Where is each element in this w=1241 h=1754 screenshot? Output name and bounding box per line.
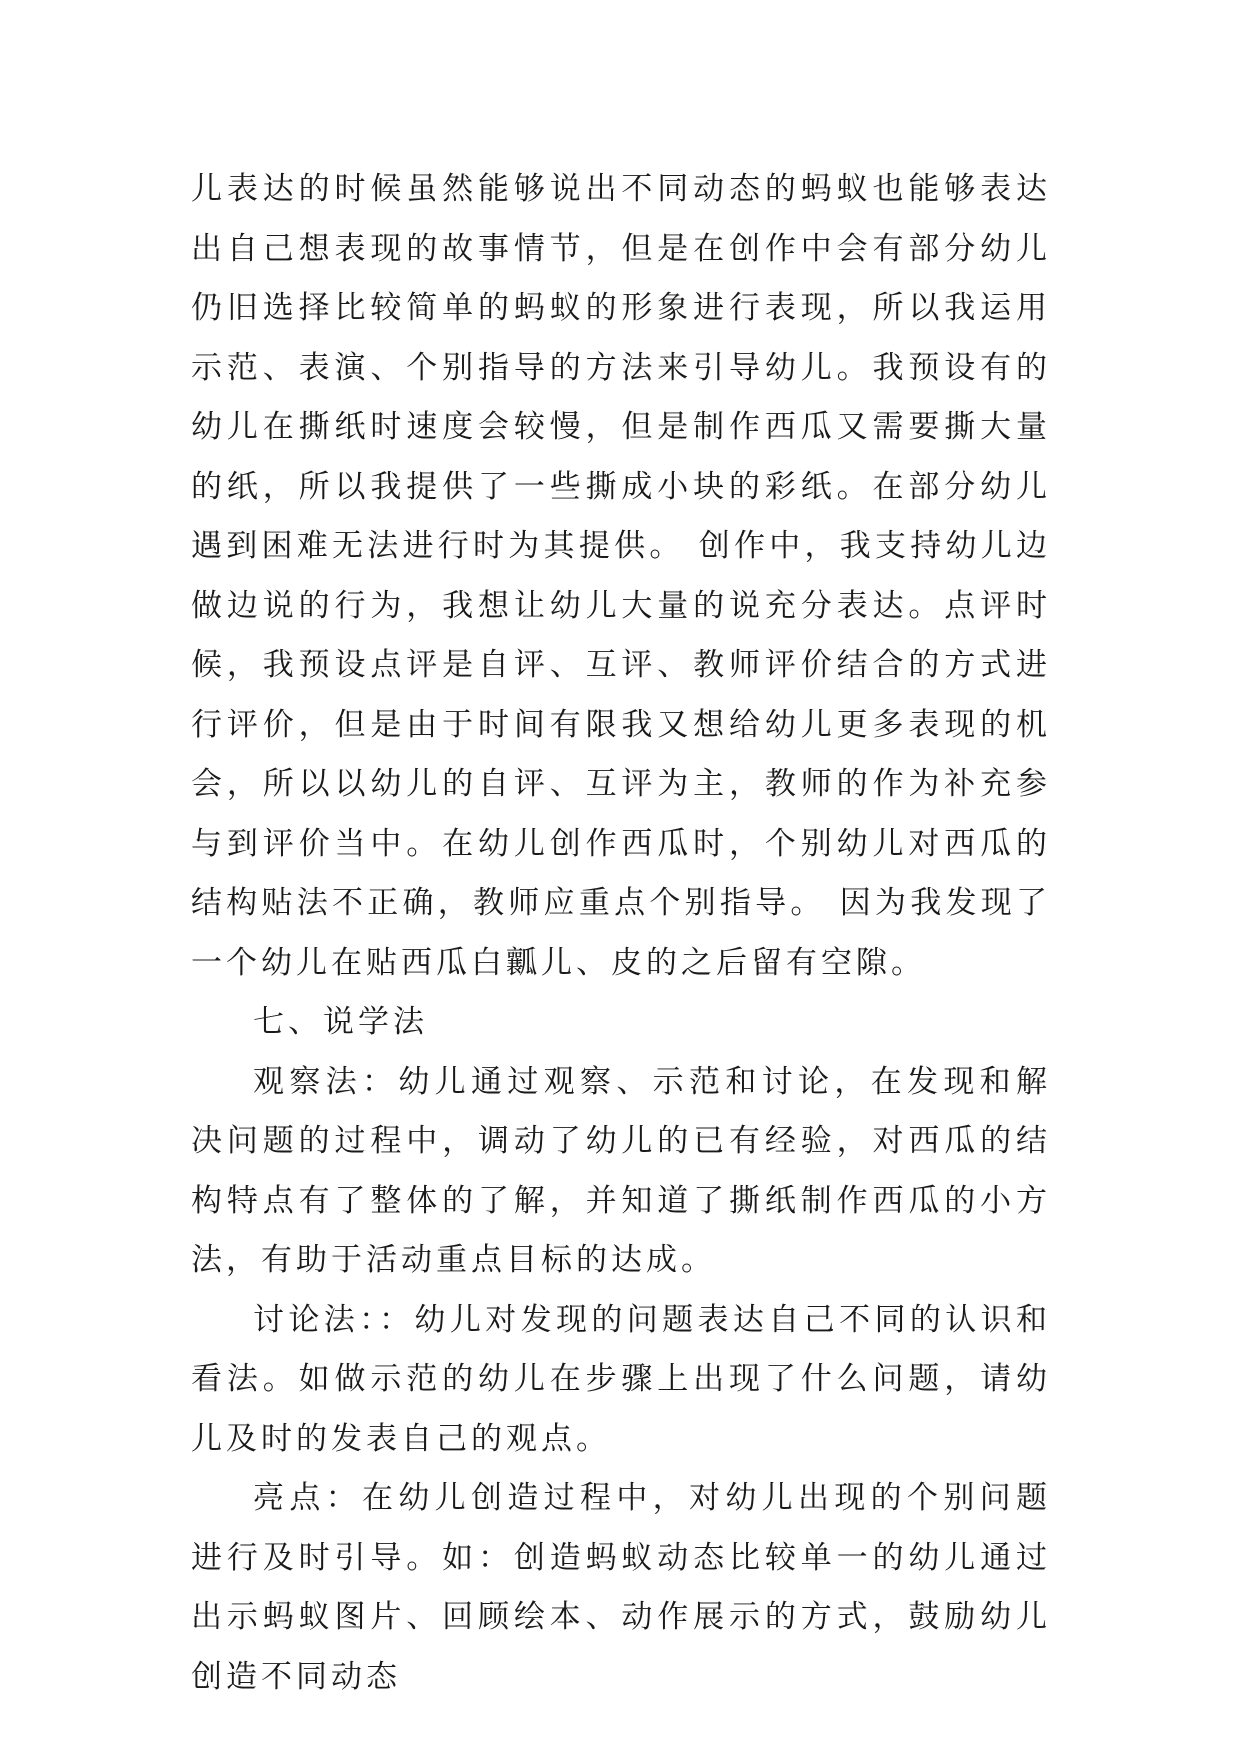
paragraph-observation-method: 观察法：幼儿通过观察、示范和讨论，在发现和解决问题的过程中，调动了幼儿的已有经验，对西瓜的结构特点有了整体的了解，并知道了撕纸制作西瓜的小方法，有助于活动重点目标的达成。 xyxy=(191,1063,1051,1278)
paragraph-discussion-method: 讨论法：：幼儿对发现的问题表达自己不同的认识和看法。如做示范的幼儿在步骤上出现了什么问题，请幼儿及时的发表自己的观点。 xyxy=(191,1301,1051,1457)
paragraph-reflection: 儿表达的时候虽然能够说出不同动态的蚂蚁也能够表达出自己想表现的故事情节，但是在创作中会有部分幼儿仍旧选择比较简单的蚂蚁的形象进行表现，所以我运用示范、表演、个别指导的方法来引导幼儿。我预设有的幼儿在撕纸时速度会较慢，但是制作西瓜又需要撕大量的纸，所以我提供了一些撕成小块的彩纸。在部分幼儿遇到困难无法进行时为其提供。 创作中，我支持幼儿边做边说的行为，我想让幼儿大量的说充分表达。点评时候，我预设点评是自评、互评、教师评价结合的方式进行评价，但是由于时间有限我又想给幼儿更多表现的机会，所以以幼儿的自评、互评为主，教师的作为补充参与到评价当中。在幼儿创作西瓜时，个别幼儿对西瓜的结构贴法不正确，教师应重点个别指导。 因为我发现了一个幼儿在贴西瓜白瓤儿、皮的之后留有空隙。 xyxy=(191,171,1051,981)
document-body xyxy=(191,160,1051,1707)
paragraph-highlights: 亮点：在幼儿创造过程中，对幼儿出现的个别问题进行及时引导。如：创造蚂蚁动态比较单一的幼儿通过出示蚂蚁图片、回顾绘本、动作展示的方式，鼓励幼儿创造不同动态 xyxy=(191,1480,1051,1695)
section-heading-learning-methods: 七、说学法 xyxy=(253,1004,428,1040)
